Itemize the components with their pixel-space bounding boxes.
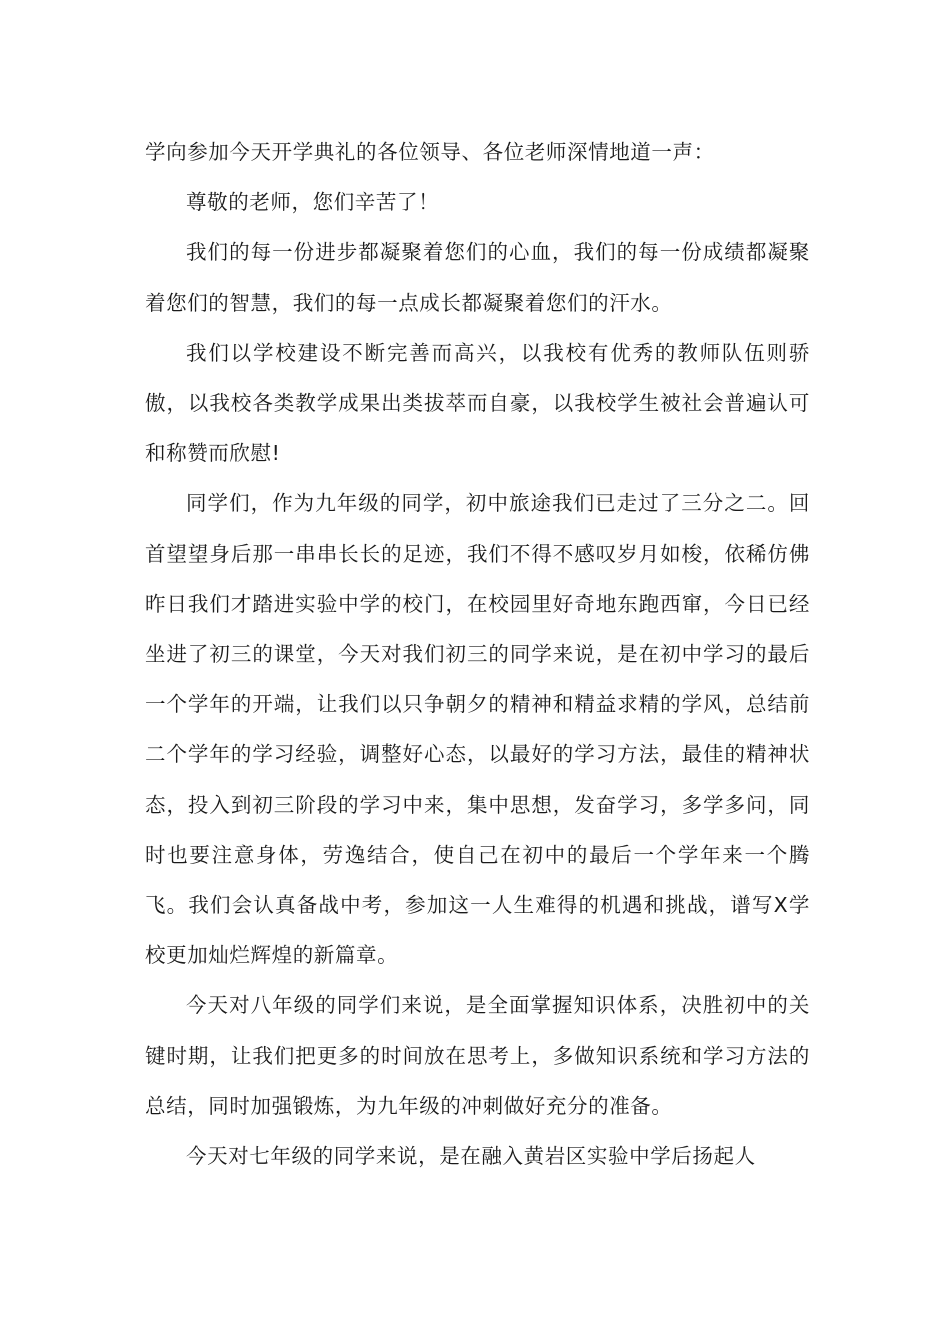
paragraph-grade-seven: 今天对七年级的同学来说，是在融入黄岩区实验中学后扬起人 bbox=[186, 1144, 756, 1169]
paragraph-school-pride: 我们以学校建设不断完善而高兴，以我校有优秀的教师队伍则骄傲，以我校各类教学成果出类拔萃而自豪，以我校学生被社会普遍认可和称赞而欣慰! bbox=[145, 340, 810, 466]
paragraph-grade-eight: 今天对八年级的同学们来说，是全面掌握知识体系，决胜初中的关键时期，让我们把更多的时间放在思考上，多做知识系统和学习方法的总结，同时加强锻炼，为九年级的冲刺做好充分的准备。 bbox=[145, 993, 810, 1118]
paragraph-gratitude: 我们的每一份进步都凝聚着您们的心血，我们的每一份成绩都凝聚着您们的智慧，我们的每一点成长都凝聚着您们的汗水。 bbox=[145, 240, 810, 315]
paragraph-grade-nine: 同学们，作为九年级的同学，初中旅途我们已走过了三分之二。回首望望身后那一串串长长的足迹，我们不得不感叹岁月如梭，依稀仿佛昨日我们才踏进实验中学的校门，在校园里好奇地东跑西窜，今日已经坐进了初三的课堂，今天对我们初三的同学来说，是在初中学习的最后一个学年的开端，让我们以只争朝夕的精神和精益求精的学风，总结前二个学年的学习经验，调整好心态，以最好的学习方法，最佳的精神状态，投入到初三阶段的学习中来，集中思想，发奋学习，多学多问，同时也要注意身体，劳逸结合，使自己在初中的最后一个学年来一个腾飞。我们会认真备战中考，参加这一人生难得的机遇和挑战，谱写X学校更加灿烂辉煌的新篇章。 bbox=[145, 491, 810, 968]
paragraph-greeting: 尊敬的老师，您们辛苦了！ bbox=[186, 190, 440, 215]
document-body bbox=[145, 127, 810, 1181]
paragraph-continuation: 学向参加今天开学典礼的各位领导、各位老师深情地道一声： bbox=[145, 140, 715, 164]
